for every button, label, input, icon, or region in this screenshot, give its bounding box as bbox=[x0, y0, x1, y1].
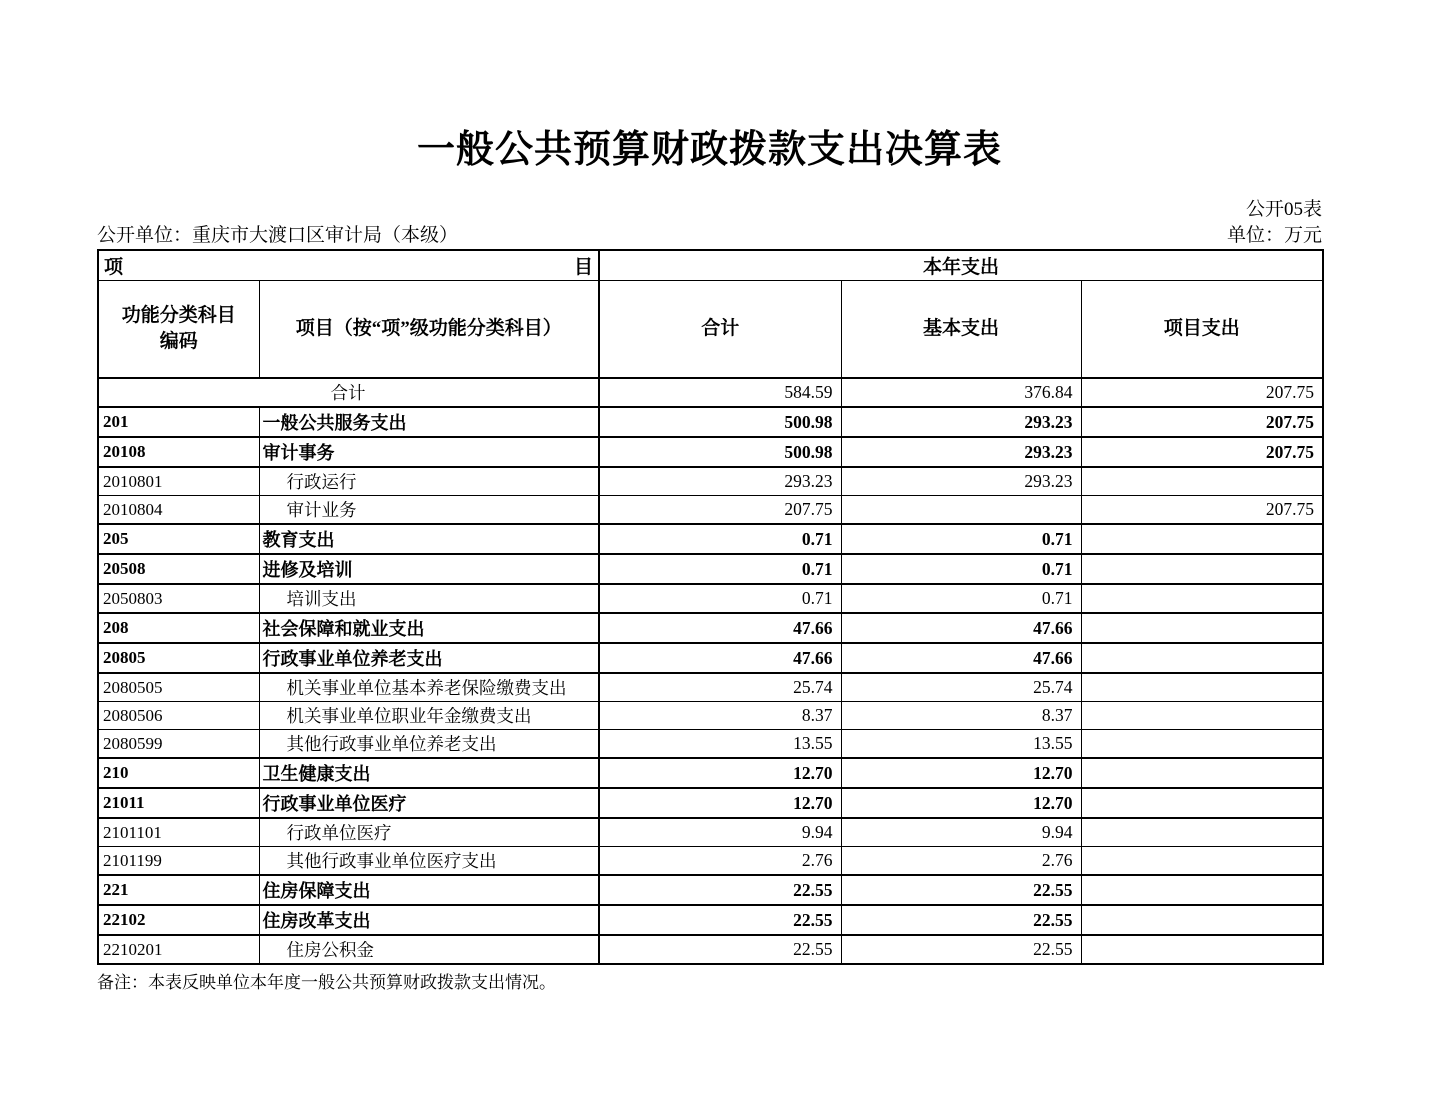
row-code-cell: 201 bbox=[98, 407, 259, 437]
row-basic-cell: 293.23 bbox=[841, 467, 1081, 496]
header-col-basic-spend: 基本支出 bbox=[841, 280, 1081, 378]
header-col-item-name: 项目（按“项”级功能分类科目） bbox=[259, 280, 599, 378]
row-code-cell: 2080506 bbox=[98, 702, 259, 730]
row-name-cell: 培训支出 bbox=[259, 584, 599, 613]
row-project-cell bbox=[1081, 702, 1323, 730]
footer-note: 备注：本表反映单位本年度一般公共预算财政拨款支出情况。 bbox=[97, 973, 556, 993]
row-total-cell: 22.55 bbox=[599, 905, 841, 935]
row-basic-cell: 376.84 bbox=[841, 378, 1081, 407]
publisher-unit-label: 公开单位：重庆市大渡口区审计局（本级） bbox=[97, 224, 459, 246]
sheet-number-label: 公开05表 bbox=[1245, 198, 1322, 220]
row-code-cell: 2010801 bbox=[98, 467, 259, 496]
header-col-project-spend: 项目支出 bbox=[1081, 280, 1323, 378]
row-basic-cell: 13.55 bbox=[841, 730, 1081, 759]
row-basic-cell: 22.55 bbox=[841, 875, 1081, 905]
row-name-cell: 合计 bbox=[98, 378, 599, 407]
table-row bbox=[98, 730, 1323, 759]
header-item-cell bbox=[98, 250, 599, 281]
header-item-left: 项 bbox=[104, 256, 124, 278]
row-name-cell: 行政事业单位养老支出 bbox=[259, 643, 599, 673]
row-name-cell: 机关事业单位基本养老保险缴费支出 bbox=[259, 673, 599, 702]
row-name-cell: 行政事业单位医疗 bbox=[259, 788, 599, 818]
row-code-cell: 2080599 bbox=[98, 730, 259, 759]
table-row bbox=[98, 584, 1323, 613]
row-project-cell bbox=[1081, 613, 1323, 643]
row-name-cell: 审计业务 bbox=[259, 496, 599, 525]
row-basic-cell: 0.71 bbox=[841, 584, 1081, 613]
row-basic-cell: 8.37 bbox=[841, 702, 1081, 730]
row-name-cell: 教育支出 bbox=[259, 524, 599, 554]
row-total-cell: 12.70 bbox=[599, 758, 841, 788]
row-project-cell: 207.75 bbox=[1081, 496, 1323, 525]
row-basic-cell: 0.71 bbox=[841, 524, 1081, 554]
row-total-cell: 500.98 bbox=[599, 407, 841, 437]
row-project-cell bbox=[1081, 818, 1323, 847]
row-basic-cell: 293.23 bbox=[841, 437, 1081, 467]
row-code-cell: 21011 bbox=[98, 788, 259, 818]
row-total-cell: 25.74 bbox=[599, 673, 841, 702]
row-code-cell: 20508 bbox=[98, 554, 259, 584]
row-name-cell: 其他行政事业单位医疗支出 bbox=[259, 847, 599, 876]
table-row bbox=[98, 702, 1323, 730]
row-total-cell: 293.23 bbox=[599, 467, 841, 496]
header-row-1 bbox=[98, 250, 1323, 281]
table-row bbox=[98, 467, 1323, 496]
row-total-cell: 0.71 bbox=[599, 584, 841, 613]
table-row bbox=[98, 673, 1323, 702]
row-code-cell: 2101199 bbox=[98, 847, 259, 876]
row-code-cell: 20108 bbox=[98, 437, 259, 467]
row-name-cell: 机关事业单位职业年金缴费支出 bbox=[259, 702, 599, 730]
row-code-cell: 2080505 bbox=[98, 673, 259, 702]
row-total-cell: 8.37 bbox=[599, 702, 841, 730]
table-row bbox=[98, 643, 1323, 673]
row-basic-cell bbox=[841, 496, 1081, 525]
row-name-cell: 一般公共服务支出 bbox=[259, 407, 599, 437]
row-code-cell: 2210201 bbox=[98, 935, 259, 964]
row-project-cell: 207.75 bbox=[1081, 437, 1323, 467]
row-name-cell: 其他行政事业单位养老支出 bbox=[259, 730, 599, 759]
row-total-cell: 500.98 bbox=[599, 437, 841, 467]
row-basic-cell: 293.23 bbox=[841, 407, 1081, 437]
row-code-cell: 2101101 bbox=[98, 818, 259, 847]
row-code-cell: 2050803 bbox=[98, 584, 259, 613]
row-basic-cell: 12.70 bbox=[841, 758, 1081, 788]
row-total-cell: 207.75 bbox=[599, 496, 841, 525]
table-row bbox=[98, 613, 1323, 643]
row-code-cell: 221 bbox=[98, 875, 259, 905]
row-name-cell: 住房保障支出 bbox=[259, 875, 599, 905]
row-total-cell: 9.94 bbox=[599, 818, 841, 847]
row-project-cell bbox=[1081, 905, 1323, 935]
row-project-cell bbox=[1081, 730, 1323, 759]
row-name-cell: 住房改革支出 bbox=[259, 905, 599, 935]
row-total-cell: 22.55 bbox=[599, 875, 841, 905]
row-total-cell: 0.71 bbox=[599, 524, 841, 554]
row-project-cell bbox=[1081, 467, 1323, 496]
table-body bbox=[98, 378, 1323, 964]
row-project-cell bbox=[1081, 847, 1323, 876]
row-project-cell bbox=[1081, 758, 1323, 788]
row-project-cell: 207.75 bbox=[1081, 378, 1323, 407]
expenditure-table bbox=[97, 249, 1324, 966]
table-row bbox=[98, 554, 1323, 584]
row-basic-cell: 47.66 bbox=[841, 643, 1081, 673]
row-basic-cell: 2.76 bbox=[841, 847, 1081, 876]
row-project-cell bbox=[1081, 554, 1323, 584]
row-name-cell: 行政单位医疗 bbox=[259, 818, 599, 847]
row-name-cell: 卫生健康支出 bbox=[259, 758, 599, 788]
row-name-cell: 进修及培训 bbox=[259, 554, 599, 584]
row-project-cell: 207.75 bbox=[1081, 407, 1323, 437]
row-code-cell: 208 bbox=[98, 613, 259, 643]
budget-sheet bbox=[97, 0, 1322, 994]
row-total-cell: 584.59 bbox=[599, 378, 841, 407]
row-code-cell: 2010804 bbox=[98, 496, 259, 525]
table-row bbox=[98, 905, 1323, 935]
row-code-cell: 22102 bbox=[98, 905, 259, 935]
row-basic-cell: 22.55 bbox=[841, 935, 1081, 964]
row-total-cell: 47.66 bbox=[599, 613, 841, 643]
table-row bbox=[98, 875, 1323, 905]
header-row-2 bbox=[98, 280, 1323, 378]
row-name-cell: 住房公积金 bbox=[259, 935, 599, 964]
row-basic-cell: 0.71 bbox=[841, 554, 1081, 584]
row-project-cell bbox=[1081, 524, 1323, 554]
meta-row bbox=[97, 224, 1322, 248]
table-row bbox=[98, 496, 1323, 525]
table-row bbox=[98, 935, 1323, 964]
row-name-cell: 审计事务 bbox=[259, 437, 599, 467]
table-row bbox=[98, 524, 1323, 554]
table-row bbox=[98, 847, 1323, 876]
row-project-cell bbox=[1081, 788, 1323, 818]
header-col-total: 合计 bbox=[599, 280, 841, 378]
table-row bbox=[98, 758, 1323, 788]
row-total-cell: 0.71 bbox=[599, 554, 841, 584]
row-basic-cell: 25.74 bbox=[841, 673, 1081, 702]
row-total-cell: 47.66 bbox=[599, 643, 841, 673]
row-project-cell bbox=[1081, 584, 1323, 613]
row-total-cell: 13.55 bbox=[599, 730, 841, 759]
row-name-cell: 行政运行 bbox=[259, 467, 599, 496]
table-row bbox=[98, 818, 1323, 847]
row-basic-cell: 9.94 bbox=[841, 818, 1081, 847]
row-code-cell: 205 bbox=[98, 524, 259, 554]
header-current-year-spend: 本年支出 bbox=[599, 250, 1323, 281]
row-project-cell bbox=[1081, 875, 1323, 905]
row-code-cell: 20805 bbox=[98, 643, 259, 673]
row-basic-cell: 12.70 bbox=[841, 788, 1081, 818]
row-name-cell: 社会保障和就业支出 bbox=[259, 613, 599, 643]
header-item-right: 目 bbox=[573, 256, 593, 278]
table-row bbox=[98, 407, 1323, 437]
row-code-cell: 210 bbox=[98, 758, 259, 788]
table-row bbox=[98, 437, 1323, 467]
row-total-cell: 2.76 bbox=[599, 847, 841, 876]
row-project-cell bbox=[1081, 935, 1323, 964]
page-title: 一般公共预算财政拨款支出决算表 bbox=[416, 129, 1002, 171]
row-basic-cell: 47.66 bbox=[841, 613, 1081, 643]
header-col-function-code: 功能分类科目编码 bbox=[98, 280, 259, 378]
row-project-cell bbox=[1081, 673, 1323, 702]
row-total-cell: 22.55 bbox=[599, 935, 841, 964]
row-basic-cell: 22.55 bbox=[841, 905, 1081, 935]
currency-unit-label: 单位：万元 bbox=[1226, 224, 1322, 246]
table-row bbox=[98, 788, 1323, 818]
table-row bbox=[98, 378, 1323, 407]
row-total-cell: 12.70 bbox=[599, 788, 841, 818]
row-project-cell bbox=[1081, 643, 1323, 673]
